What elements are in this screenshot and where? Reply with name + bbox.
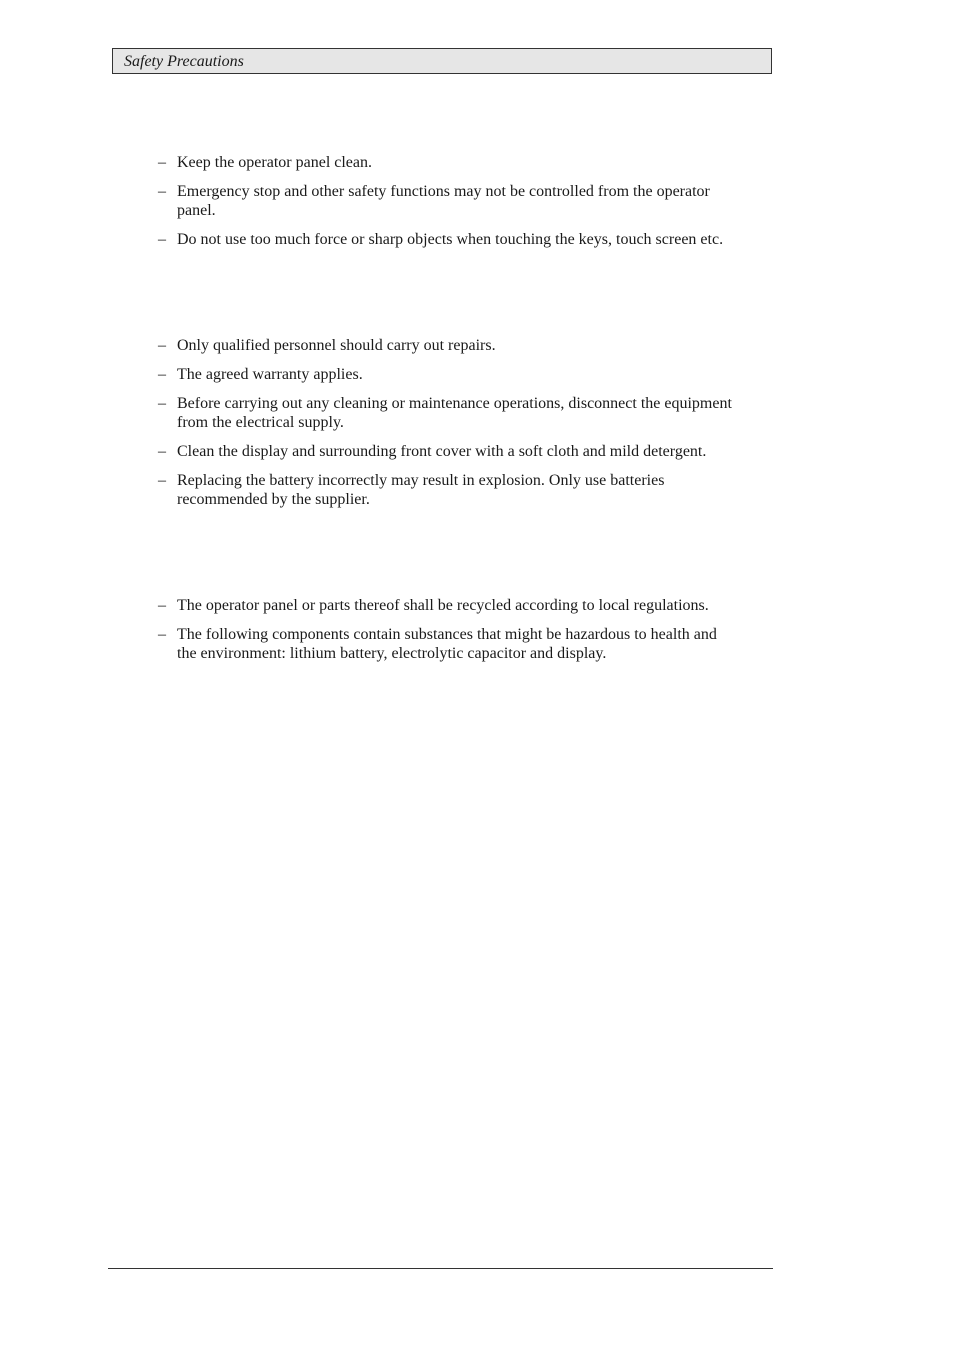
service-maintenance-list	[158, 336, 738, 519]
list-item	[158, 596, 738, 615]
list-item-text: Before carrying out any cleaning or maintenance operations, disconnect the equipment from the electrical supply.	[177, 395, 732, 431]
bullet-dash: –	[158, 443, 166, 460]
footer-rule	[108, 1268, 773, 1269]
list-item-text: Emergency stop and other safety functions may not be controlled from the operator panel.	[177, 183, 710, 219]
list-item-text: Keep the operator panel clean.	[177, 154, 373, 171]
list-item	[158, 625, 738, 663]
bullet-dash: –	[158, 626, 166, 643]
list-item-text: Replacing the battery incorrectly may result in explosion. Only use batteries recommended by the supplier.	[177, 472, 665, 508]
list-item	[158, 153, 738, 172]
list-item-text: Only qualified personnel should carry out repairs.	[177, 337, 496, 354]
list-item	[158, 471, 738, 509]
dismantling-scrapping-list	[158, 596, 738, 673]
list-item	[158, 442, 738, 461]
header-title: Safety Precautions	[124, 53, 244, 70]
bullet-dash: –	[158, 337, 166, 354]
list-item-text: The following components contain substances that might be hazardous to health and the environment: lithium battery, electrolytic capacitor and display.	[177, 626, 717, 662]
list-item	[158, 230, 738, 249]
list-item-text: Do not use too much force or sharp objects when touching the keys, touch screen etc.	[177, 231, 724, 248]
list-item-text: Clean the display and surrounding front cover with a soft cloth and mild detergent.	[177, 443, 707, 460]
bullet-dash: –	[158, 154, 166, 171]
bullet-dash: –	[158, 231, 166, 248]
list-item	[158, 182, 738, 220]
bullet-dash: –	[158, 395, 166, 412]
usage-precautions-list	[158, 153, 738, 259]
list-item-text: The agreed warranty applies.	[177, 366, 363, 383]
list-item	[158, 336, 738, 355]
bullet-dash: –	[158, 366, 166, 383]
bullet-dash: –	[158, 597, 166, 614]
list-item-text: The operator panel or parts thereof shall be recycled according to local regulations.	[177, 597, 709, 614]
running-header	[112, 48, 772, 74]
bullet-dash: –	[158, 472, 166, 489]
list-item	[158, 365, 738, 384]
list-item	[158, 394, 738, 432]
bullet-dash: –	[158, 183, 166, 200]
